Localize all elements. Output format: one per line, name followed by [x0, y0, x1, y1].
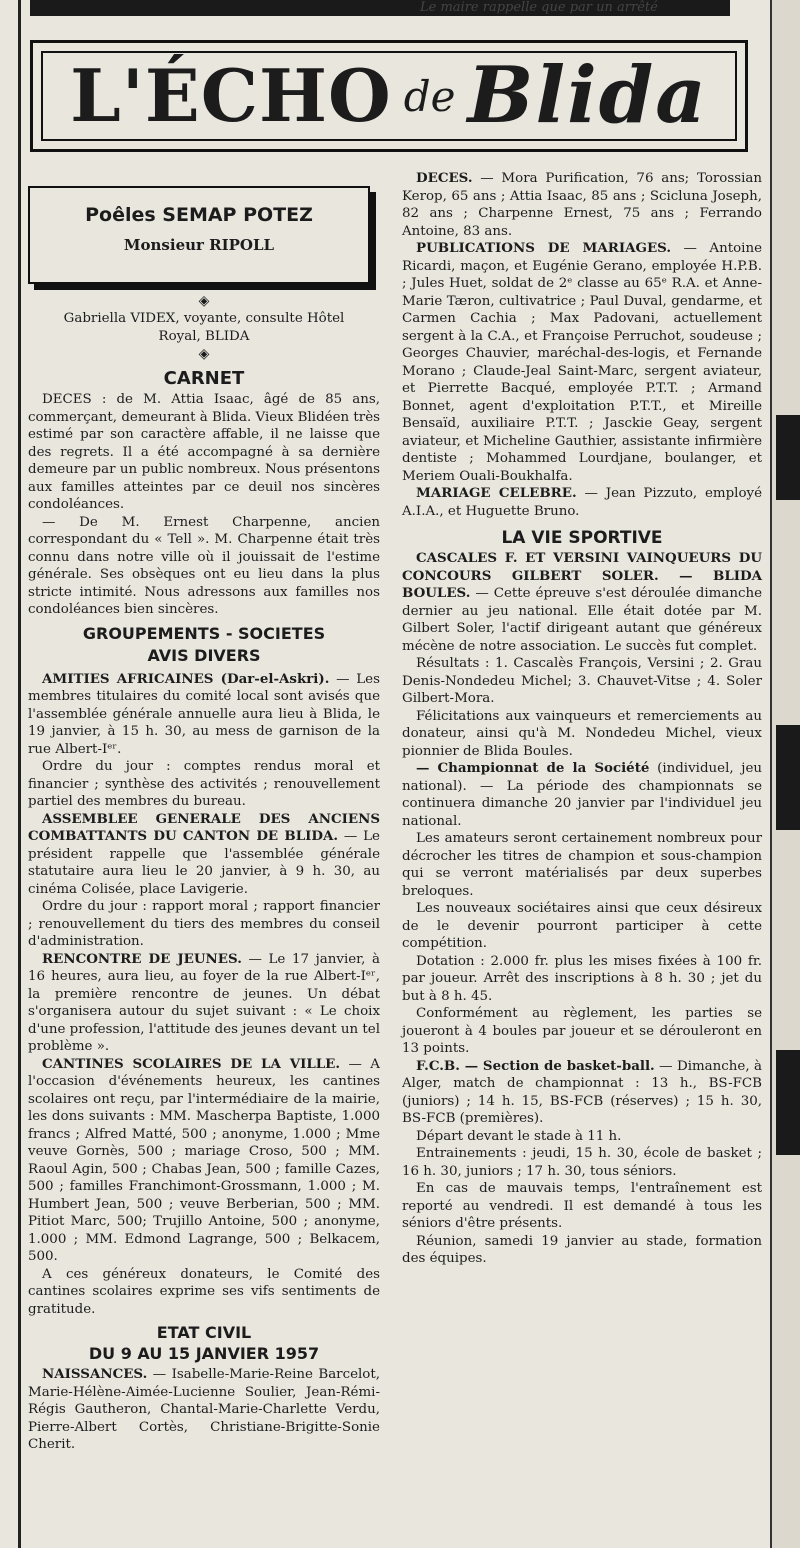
cantines-text: — A l'occasion d'événements heureux, les cantines scolaires ont reçu, par l'intermédiaire de la mairie, les dons suivants : MM. Mascherpa Baptiste, 1.000 francs ; Alfred Matté, 500 ; anonyme, 1.000 ; Mme veuve Gornès, 500 ; mariage Croso, 500 ; MM. Raoul Agin, 500 ; Chabas Jean, 500 ; famille Cazes, 500 ; familles Franchimont-Grossmann, 1.000 ; M. Humbert Jean, 500 ; veuve Berberian, 500 ; MM. Pitiot Marc, 500; Trujillo Antoine, 500 ; anonyme, 1.000 ; MM. Edmond Lagrange, 500 ; Belkacem, 500.	[28, 1056, 380, 1264]
naissances-title: NAISSANCES.	[42, 1366, 148, 1382]
etat-civil-heading: ETAT CIVIL	[156, 1323, 252, 1342]
nouveaux: Les nouveaux sociétaires ainsi que ceux désireux de le devenir pourront participer à cette compétition.	[402, 901, 762, 951]
ornament-icon: ◈	[198, 346, 210, 362]
reglement: Conformément au règlement, les parties se joueront à 4 boules par joueur et se dérouleront en 13 points.	[402, 1006, 762, 1056]
masthead-town: Blida	[467, 50, 708, 141]
assemblee-title: ASSEMBLEE GENERALE DES ANCIENS COMBATTANTS DU CANTON DE BLIDA.	[28, 810, 380, 844]
fcb-title: F.C.B. — Section de basket-ball.	[416, 1057, 655, 1074]
championnat-text: (individuel, jeu national). — La période des championnats se continuera dimanche 20 janvier par l'individuel jeu national.	[402, 761, 762, 829]
felicitations: Félicitations aux vainqueurs et remerciements au donateur, ainsi qu'à M. Nondedeu Michel, vieux pionnier de Blida Boules.	[402, 708, 762, 759]
amities-odj: Ordre du jour : comptes rendus moral et financier ; synthèse des activités ; renouvellement partiel des membres du bureau.	[28, 759, 380, 809]
amities-text: — Les membres titulaires du comité local sont avisés que l'assemblée générale annuelle aura lieu à Blida, le 19 janvier, à 15 h. 30, au mess de garnison de la rue Albert-Iᵉʳ.	[28, 671, 380, 757]
mariage-title: MARIAGE CELEBRE.	[416, 485, 577, 501]
rencontre-title: RENCONTRE DE JEUNES.	[42, 950, 242, 967]
depart: Départ devant le stade à 11 h.	[416, 1128, 622, 1144]
carnet-heading: CARNET	[163, 368, 245, 389]
ad-title: Poêles SEMAP POTEZ	[85, 204, 313, 226]
cantines-thanks: A ces généreux donateurs, le Comité des cantines scolaires exprime ses vifs sentiments de gratitude.	[28, 1266, 380, 1317]
announce-voyante: Gabriella VIDEX, voyante, consulte Hôtel Royal, BLIDA	[63, 311, 345, 344]
sport-heading: LA VIE SPORTIVE	[501, 528, 663, 548]
carnet-deces: DECES : de M. Attia Isaac, âgé de 85 ans, commerçant, demeurant à Blida. Vieux Blidéen très estimé par son caractère affable, il ne laisse que des regrets. Il a été accompagné à sa dernière demeure par un public nombreux. Nous présentons aux familles atteintes par ce deuil nos sincères condoléances.	[28, 392, 380, 512]
assemblee-text: — Le président rappelle que l'assemblée générale statutaire aura lieu le 20 janvier, à 9 h. 30, au cinéma Colisée, place Lavigerie.	[28, 829, 380, 897]
reunion: Réunion, samedi 19 janvier au stade, formation des équipes.	[402, 1233, 762, 1266]
carnet-charpenne: — De M. Ernest Charpenne, ancien correspondant du « Tell ». M. Charpenne était très connu dans notre ville où il jouissait de l'estime générale. Ses obsèques ont eu lieu dans la plus stricte intimité. Nous adressons aux familles nos condoléances bien sincères.	[28, 514, 380, 617]
naissances-text: — Isabelle-Marie-Reine Barcelot, Marie-Hélène-Aimée-Lucienne Soulier, Jean-Rémi-Régis Gautheron, Chantal-Marie-Charlette Verdu, Pierre-Albert Cortès, Christiane-Brigitte-Sonie Cherit.	[28, 1367, 380, 1452]
amateurs: Les amateurs seront certainement nombreux pour décrocher les titres de champion et sous-champion qui se verront matérialisés par deux superbes breloques.	[402, 831, 762, 899]
masthead	[30, 40, 748, 152]
mauvais-temps: En cas de mauvais temps, l'entraînement est reporté au vendredi. Il est demandé à tous les séniors d'être présents.	[402, 1181, 762, 1231]
ad-subtitle: Monsieur RIPOLL	[123, 236, 275, 254]
assemblee-odj: Ordre du jour : rapport moral ; rapport financier ; renouvellement du tiers des membres du conseil d'administration.	[28, 899, 380, 949]
cascales-title: CASCALES F. ET VERSINI VAINQUEURS DU CONCOURS GILBERT SOLER. — BLIDA BOULES.	[402, 550, 762, 601]
entrainements: Entrainements : jeudi, 15 h. 30, école de basket ; 16 h. 30, juniors ; 17 h. 30, tous séniors.	[402, 1146, 762, 1179]
cantines-title: CANTINES SCOLAIRES DE LA VILLE.	[42, 1055, 341, 1072]
ornament-icon: ◈	[198, 293, 210, 309]
right-column	[402, 170, 762, 1268]
avis-divers-heading: AVIS DIVERS	[147, 645, 261, 665]
rencontre-text: — Le 17 janvier, à 16 heures, aura lieu, au foyer de la rue Albert-Iᵉʳ, la première rencontre de jeunes. Un débat s'organisera autour du sujet suivant : « Le choix d'une profession, l'attitude des jeunes devant un tel problème ».	[28, 951, 380, 1054]
fcb-text: — Dimanche, à Alger, match de championnat : 13 h., BS-FCB (juniors) ; 14 h. 15, BS-FCB (réserves) ; 15 h. 30, BS-FCB (premières).	[402, 1058, 762, 1126]
deces-title: DECES.	[416, 170, 473, 186]
left-column-rule	[18, 0, 21, 1548]
etat-civil-dates: DU 9 AU 15 JANVIER 1957	[88, 1344, 320, 1363]
cut-off-text: Le maire rappelle que par un arrêté	[420, 0, 658, 15]
groupements-heading: GROUPEMENTS - SOCIETES	[82, 623, 326, 643]
mariage-text: — Jean Pizzuto, employé A.I.A., et Huguette Bruno.	[402, 486, 762, 519]
advertisement-box	[28, 186, 370, 284]
left-column	[28, 292, 380, 1454]
deces-text: — Mora Purification, 76 ans; Torossian Kerop, 65 ans ; Attia Isaac, 85 ans ; Scicluna Joseph, 82 ans ; Charpenne Ernest, 75 ans ; Ferrando Antoine, 83 ans.	[402, 171, 762, 239]
dotation: Dotation : 2.000 fr. plus les mises fixées à 100 fr. par joueur. Arrêt des inscriptions à 8 h. 30 ; jet du but à 8 h. 45.	[402, 953, 762, 1004]
publications-title: PUBLICATIONS DE MARIAGES.	[416, 240, 672, 256]
publications-text: — Antoine Ricardi, maçon, et Eugénie Gerano, employée H.P.B. ; Jules Huet, soldat de 2ᵉ classe au 65ᵉ R.A. et Anne-Marie Tæron, cultivatrice ; Paul Duval, gendarme, et Carmen Cachia ; Max Padovani, actuellement sergent à la C.A., et Françoise Perruchot, soudeuse ; Georges Chauvier, maréchal-des-logis, et Fernande Morano ; Claude-Jeal Saint-Marc, sergent aviateur, et Pierrette Bacqué, employée P.T.T. ; Armand Bonnet, agent d'exploitation P.T.T., et Mireille Bensaïd, auxiliaire P.T.T. ; Jasckie Geay, sergent aviateur, et Micheline Gauthier, assistante infirmière dentiste ; Mohammed Lourdjane, boulanger, et Meriem Ouali-Boukhalfa.	[402, 241, 763, 484]
masthead-de: de	[403, 71, 456, 121]
resultats: Résultats : 1. Cascalès François, Versini ; 2. Grau Denis-Nondedeu Michel; 3. Chauvet-Vitse ; 4. Soler Gilbert-Mora.	[402, 656, 762, 706]
amities-title: AMITIES AFRICAINES (Dar-el-Askri).	[42, 670, 330, 687]
cascales-text: — Cette épreuve s'est déroulée dimanche dernier au jeu national. Elle était dotée par M. Gilbert Soler, l'actif dirigeant autant que généreux mécène de notre association. Le succès fut complet.	[402, 586, 762, 654]
adjacent-column-strip	[770, 0, 800, 1548]
masthead-title: L'ÉCHO	[70, 53, 392, 138]
championnat-title: — Championnat de la Société	[416, 760, 650, 776]
